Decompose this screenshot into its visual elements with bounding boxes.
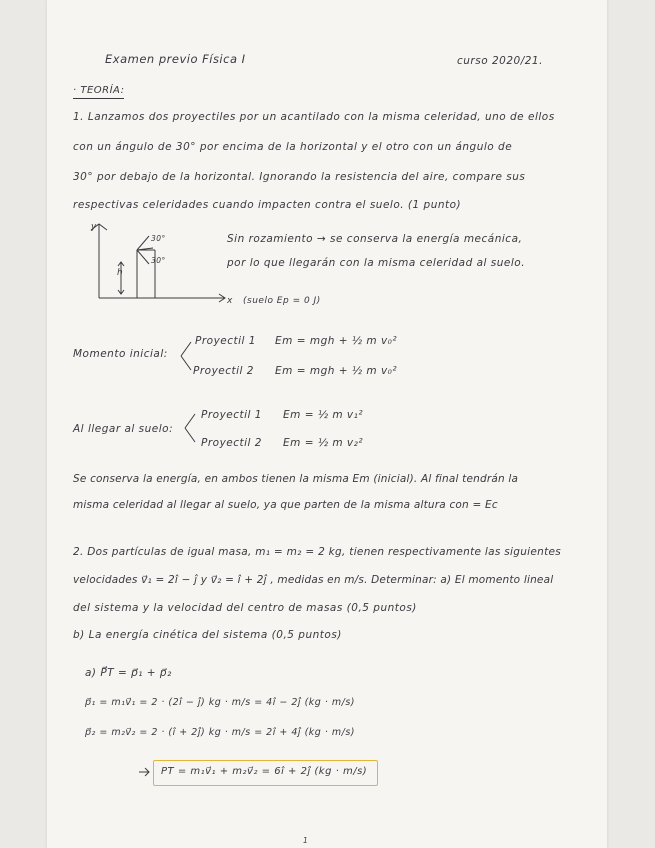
arrow-icon: [139, 767, 151, 777]
q2-line-2: velocidades v⃗₁ = 2î − ĵ y v⃗₂ = î + 2ĵ , medidas en m/s. Determinar: a) El momento lineal: [73, 574, 554, 586]
note-line-2: por lo que llegarán con la misma celeridad al suelo.: [227, 257, 526, 269]
note-line-1: Sin rozamiento → se conserva la energía mecánica,: [227, 233, 523, 245]
q2-line-3: del sistema y la velocidad del centro de masas (0,5 puntos): [73, 602, 417, 614]
angle-label-down: 30°: [151, 256, 166, 265]
angle-label-up: 30°: [151, 234, 166, 243]
exam-sheet: [47, 0, 607, 848]
x-axis-label: x: [227, 296, 233, 306]
ground-p2-equation: Em = ½ m v₂²: [283, 437, 364, 449]
exam-title: Examen previo Física I: [105, 52, 246, 66]
ground-p2-label: Proyectil 2: [201, 437, 262, 449]
initial-label: Momento inicial:: [73, 348, 168, 360]
q1-line-3: 30° por debajo de la horizontal. Ignorando la resistencia del aire, compare sus: [73, 171, 526, 183]
q1-line-1: 1. Lanzamos dos proyectiles por un acantilado con la misma celeridad, uno de ellos: [73, 111, 555, 123]
section-label: · TEORÍA:: [73, 84, 124, 99]
q2-line-1: 2. Dos partículas de igual masa, m₁ = m₂ = 2 kg, tienen respectivamente las siguientes: [73, 546, 562, 558]
h-label: h: [117, 268, 124, 278]
initial-p1-label: Proyectil 1: [195, 335, 256, 347]
ground-note: (suelo Ep = 0 J): [243, 296, 321, 306]
initial-p2-label: Proyectil 2: [193, 365, 254, 377]
q2-line-4: b) La energía cinética del sistema (0,5 puntos): [73, 629, 342, 641]
ground-p1-equation: Em = ½ m v₁²: [283, 409, 364, 421]
conclusion-line-1: Se conserva la energía, en ambos tienen la misma Em (inicial). Al final tendrán la: [73, 473, 519, 485]
initial-p2-equation: Em = mgh + ½ m v₀²: [275, 365, 398, 377]
work-p2-line: p⃗₂ = m₂v⃗₂ = 2 · (î + 2ĵ) kg · m/s = 2î + 4ĵ (kg · m/s): [85, 727, 355, 738]
ground-p1-label: Proyectil 1: [201, 409, 262, 421]
q1-line-4: respectivas celeridades cuando impacten contra el suelo. (1 punto): [73, 199, 462, 211]
ground-branch: [183, 412, 197, 444]
conclusion-line-2: misma celeridad al llegar al suelo, ya que parten de la misma altura con = Ec: [73, 499, 498, 511]
initial-p1-equation: Em = mgh + ½ m v₀²: [275, 335, 398, 347]
q1-line-2: con un ángulo de 30° por encima de la horizontal y el otro con un ángulo de: [73, 141, 513, 153]
page-number: 1: [303, 836, 309, 845]
work-total-line: PT = m₁v⃗₁ + m₂v⃗₂ = 6î + 2ĵ (kg · m/s): [161, 766, 368, 777]
work-a-line: a) P⃗T = p⃗₁ + p⃗₂: [85, 667, 172, 679]
ground-label: Al llegar al suelo:: [73, 423, 174, 435]
work-p1-line: p⃗₁ = m₁v⃗₁ = 2 · (2î − ĵ) kg · m/s = 4î − 2ĵ (kg · m/s): [85, 697, 355, 708]
y-axis-label: y: [91, 222, 97, 232]
course-label: curso 2020/21.: [457, 55, 543, 67]
initial-branch: [179, 340, 193, 372]
